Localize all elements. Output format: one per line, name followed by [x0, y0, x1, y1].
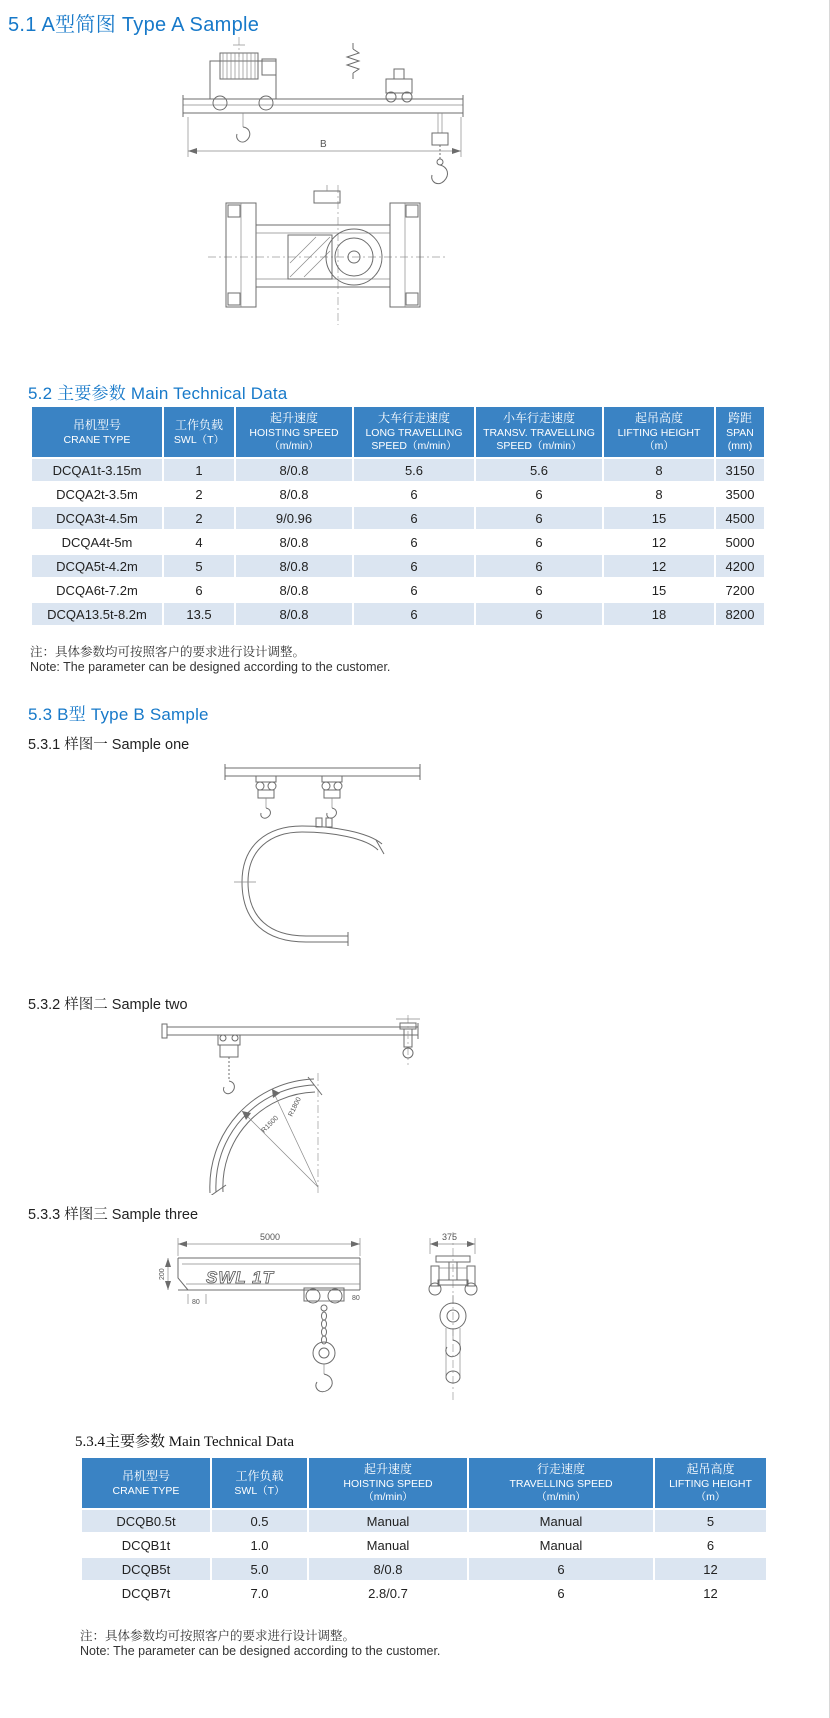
dim-label-80-left: 80	[192, 1299, 200, 1306]
table-cell: 8/0.8	[236, 531, 352, 553]
header-zh: 吊机型号	[121, 1468, 170, 1483]
table-cell: 6	[476, 579, 602, 601]
header-en: HOISTING SPEED	[249, 427, 339, 439]
header-zh: 工作负载	[174, 417, 223, 432]
header-unit: (mm)	[727, 440, 753, 452]
table-cell: 15	[604, 579, 714, 601]
header-en: SPAN	[726, 427, 754, 439]
table-cell: 12	[655, 1558, 766, 1580]
swl-marking: SWL 1T	[206, 1268, 275, 1287]
table-row	[32, 579, 764, 601]
dim-label-b: B	[320, 139, 327, 150]
table-cell: 5	[655, 1510, 766, 1532]
table-cell: 3150	[716, 459, 764, 481]
spring-symbol	[347, 43, 359, 79]
table-b-header-row	[82, 1458, 766, 1508]
table-cell: 5.6	[354, 459, 474, 481]
table-cell: 3500	[716, 483, 764, 505]
col-hoisting-speed	[309, 1458, 467, 1508]
header-zh: 大车行走速度	[377, 411, 450, 425]
table-cell: Manual	[469, 1510, 653, 1532]
end-trolley	[386, 69, 412, 102]
table-cell: 12	[604, 555, 714, 577]
table-row	[82, 1558, 766, 1580]
radius-label-inner: R1500	[260, 1114, 281, 1135]
wire-rope-hoist	[210, 53, 276, 142]
main-technical-data-table-a	[30, 405, 766, 627]
side-view	[159, 1232, 360, 1392]
table-cell: 6	[354, 531, 474, 553]
table-cell: 15	[604, 507, 714, 529]
table-cell: 5000	[716, 531, 764, 553]
table-cell: 12	[604, 531, 714, 553]
table-cell: 1.0	[212, 1534, 307, 1556]
col-travelling-speed	[469, 1458, 653, 1508]
sample-three-drawing	[148, 1228, 548, 1404]
table-cell: 6	[354, 507, 474, 529]
table-cell: DCQA13.5t-8.2m	[32, 603, 162, 625]
sample-two-drawing	[78, 1015, 448, 1195]
header-unit: （m）	[695, 1491, 726, 1503]
table-cell: 6	[476, 555, 602, 577]
table-row	[32, 555, 764, 577]
header-unit: （m/min）	[363, 1491, 413, 1503]
table-row	[32, 507, 764, 529]
table-cell: 6	[164, 579, 234, 601]
col-hoisting-speed	[236, 407, 352, 457]
table-cell: DCQB7t	[82, 1582, 210, 1604]
table-cell: DCQA5t-4.2m	[32, 555, 162, 577]
type-a-crane-drawing	[168, 35, 478, 335]
header-en: LIFTING HEIGHT	[669, 1478, 752, 1490]
table-cell: 13.5	[164, 603, 234, 625]
table-cell: 7.0	[212, 1582, 307, 1604]
section-title-5-3-1: 5.3.1 样图一 Sample one	[28, 737, 190, 753]
header-en: TRAVELLING SPEED	[509, 1478, 613, 1490]
dim-label-200: 200	[159, 1268, 166, 1280]
table-cell: 6	[354, 483, 474, 505]
table-cell: 2	[164, 507, 234, 529]
table-cell: 5.0	[212, 1558, 307, 1580]
dim-label-80-right: 80	[352, 1295, 360, 1302]
header-zh: 起升速度	[363, 1462, 412, 1476]
table-a-body	[32, 459, 764, 625]
table-row	[32, 483, 764, 505]
header-unit: SPEED（m/min）	[496, 440, 582, 452]
col-swl	[212, 1458, 307, 1508]
table-cell: DCQA1t-3.15m	[32, 459, 162, 481]
table-cell: 8200	[716, 603, 764, 625]
section-title-5-3-3: 5.3.3 样图三 Sample three	[28, 1207, 199, 1223]
table-row	[82, 1510, 766, 1532]
table-cell: 2.8/0.7	[309, 1582, 467, 1604]
table-cell: DCQA6t-7.2m	[32, 579, 162, 601]
col-crane-type	[32, 407, 162, 457]
table-cell: 6	[476, 507, 602, 529]
table-cell: 8/0.8	[236, 459, 352, 481]
table-row	[32, 531, 764, 553]
type-a-plan-view	[208, 185, 448, 325]
header-zh: 行走速度	[536, 1462, 585, 1476]
section-title-5-1: 5.1 A型简图 Type A Sample	[8, 14, 260, 36]
table-cell: DCQA3t-4.5m	[32, 507, 162, 529]
section-title-5-2: 5.2 主要参数 Main Technical Data	[28, 384, 288, 403]
table-cell: 5	[164, 555, 234, 577]
section-title-5-3-2: 5.3.2 样图二 Sample two	[28, 997, 188, 1013]
dimension-b	[188, 117, 461, 157]
table-cell: 6	[469, 1582, 653, 1604]
chain-and-hook	[432, 113, 448, 184]
table-cell: 6	[354, 579, 474, 601]
table-cell: 6	[476, 483, 602, 505]
curved-track	[234, 818, 384, 946]
table-row	[82, 1534, 766, 1556]
table-cell: 8/0.8	[236, 603, 352, 625]
note-a-zh: 注：具体参数均可按照客户的要求进行设计调整。	[30, 645, 306, 659]
header-unit: （m/min）	[536, 1491, 586, 1503]
table-cell: 4500	[716, 507, 764, 529]
header-en: CRANE TYPE	[112, 1484, 180, 1497]
header-unit: （m/min）	[269, 440, 319, 452]
table-cell: 6	[655, 1534, 766, 1556]
header-en: SWL（T）	[173, 433, 225, 446]
header-en: SWL（T）	[234, 1484, 285, 1497]
header-en: CRANE TYPE	[63, 433, 131, 446]
table-b-body	[82, 1510, 766, 1604]
table-cell: 4200	[716, 555, 764, 577]
table-row	[32, 603, 764, 625]
header-en: HOISTING SPEED	[343, 1478, 433, 1490]
table-cell: 9/0.96	[236, 507, 352, 529]
header-en: LONG TRAVELLING	[365, 427, 463, 439]
table-cell: DCQB0.5t	[82, 1510, 210, 1532]
header-zh: 起升速度	[269, 411, 318, 425]
table-cell: 2	[164, 483, 234, 505]
header-unit: （m）	[644, 440, 674, 452]
header-en: LIFTING HEIGHT	[617, 427, 701, 439]
table-cell: 8/0.8	[236, 555, 352, 577]
trolley-two	[322, 776, 342, 818]
note-b-en: Note: The parameter can be designed according to the customer.	[80, 1644, 441, 1658]
table-cell: 4	[164, 531, 234, 553]
col-long-travelling	[354, 407, 474, 457]
table-cell: 6	[476, 603, 602, 625]
table-cell: 12	[655, 1582, 766, 1604]
table-cell: 5.6	[476, 459, 602, 481]
table-cell: 8	[604, 483, 714, 505]
table-row	[32, 459, 764, 481]
monorail-beam	[162, 1023, 418, 1039]
header-zh: 吊机型号	[72, 417, 121, 432]
table-cell: 18	[604, 603, 714, 625]
table-cell: 1	[164, 459, 234, 481]
table-cell: DCQA4t-5m	[32, 531, 162, 553]
type-a-front-view	[183, 37, 463, 184]
header-zh: 起吊高度	[686, 1462, 735, 1476]
main-technical-data-table-b	[80, 1456, 768, 1606]
table-cell: 8/0.8	[236, 483, 352, 505]
table-cell: DCQB1t	[82, 1534, 210, 1556]
col-crane-type	[82, 1458, 210, 1508]
note-b-zh: 注：具体参数均可按照客户的要求进行设计调整。	[80, 1629, 356, 1643]
end-view-detail	[396, 1015, 420, 1065]
end-view	[429, 1232, 477, 1400]
table-cell: 6	[354, 603, 474, 625]
col-lifting-height	[655, 1458, 766, 1508]
table-cell: 6	[469, 1558, 653, 1580]
note-a-en: Note: The parameter can be designed according to the customer.	[30, 660, 391, 674]
table-row	[82, 1582, 766, 1604]
radius-label-outer: R1800	[287, 1096, 303, 1118]
header-zh: 工作负载	[235, 1468, 284, 1483]
header-zh: 小车行走速度	[502, 411, 575, 425]
table-cell: 0.5	[212, 1510, 307, 1532]
table-cell: 8/0.8	[236, 579, 352, 601]
dim-label-5000: 5000	[260, 1232, 281, 1242]
table-cell: Manual	[469, 1534, 653, 1556]
table-cell: DCQA2t-3.5m	[32, 483, 162, 505]
table-cell: DCQB5t	[82, 1558, 210, 1580]
col-span	[716, 407, 764, 457]
table-cell: 7200	[716, 579, 764, 601]
table-cell: Manual	[309, 1534, 467, 1556]
col-transv-travelling	[476, 407, 602, 457]
sample-one-drawing	[170, 756, 470, 988]
dim-label-375: 375	[442, 1232, 458, 1242]
hoist-trolley	[218, 1035, 240, 1094]
header-en: TRANSV. TRAVELLING	[483, 427, 595, 439]
trolley-one	[256, 776, 276, 818]
table-cell: 8	[604, 459, 714, 481]
table-cell: 8/0.8	[309, 1558, 467, 1580]
col-lifting-height	[604, 407, 714, 457]
table-cell: Manual	[309, 1510, 467, 1532]
table-cell: 6	[354, 555, 474, 577]
header-zh: 跨距	[727, 411, 752, 425]
header-unit: SPEED（m/min）	[371, 440, 457, 452]
table-a-header-row	[32, 407, 764, 457]
header-zh: 起吊高度	[634, 411, 683, 425]
table-cell: 6	[476, 531, 602, 553]
section-title-5-3: 5.3 B型 Type B Sample	[28, 705, 209, 724]
col-swl	[164, 407, 234, 457]
section-title-5-3-4: 5.3.4主要参数 Main Technical Data	[75, 1434, 295, 1450]
